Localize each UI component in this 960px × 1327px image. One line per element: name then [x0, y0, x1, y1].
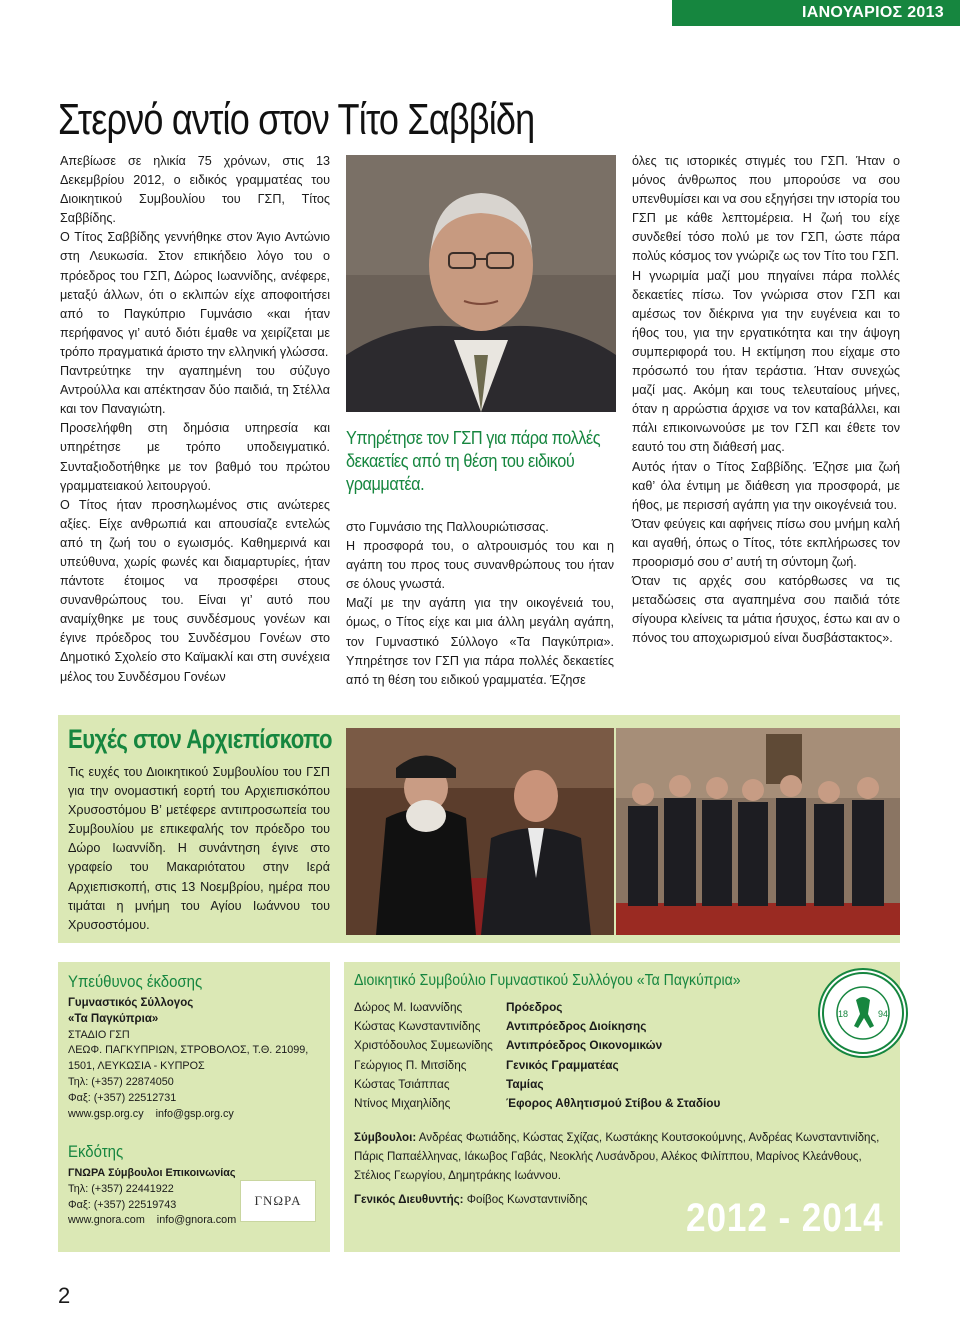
paragraph: Ο Τίτος Σαββίδης γεννήθηκε στον Άγιο Αντώνιο στη Λευκωσία. Στον επικήδειο λόγο του ο πρόεδρος του ΓΣΠ, Δώρος Ιωαννίδης, ανέφερε, μεταξύ άλλων, ότι ο εκλιπών είχε αποφοιτήσει από το Παγκύπριο Γυμνάσιο «και ήταν περήφανος γι’ αυτό διότι έμαθε να χειρίζεται με τρόπο πραγματικά άριστο την ελληνική γλώσσα. [60, 230, 330, 359]
advisors-list: Ανδρέας Φωτιάδης, Κώστας Σχίζας, Κωστάκης Κουτσοκούμνης, Ανδρέας Κωνσταντινίδης, Πάρις Παπαέλληνας, Ιάκωβος Γαβάς, Νεοκλής Λυσάνδρου, Αλέκος Φιλίππου, Μαρίνος Κλεάνθους, Στέλιος Γεωργίου, Δημητράκης Ιωάννου. [354, 1131, 880, 1183]
paragraph: Απεβίωσε σε ηλικία 75 χρόνων, στις 13 Δεκεμβρίου 2012, ο ειδικός γραμματέας του Διοικητικού Συμβουλίου του ΓΣΠ, Τίτος Σαββίδης. [60, 154, 330, 226]
paragraph: Αυτός ήταν ο Τίτος Σαββίδης. Έζησε μια ζωή καθ’ όλα έντιμη με διάθεση για προσφορά, με ήθος, με περισσή αγάπη για την οικογένειά του. [632, 459, 900, 512]
publisher-line: ΛΕΩΦ. ΠΑΓΚΥΠΡΙΩΝ, ΣΤΡΟΒΟΛΟΣ, Τ.Θ. 21099, [68, 1044, 309, 1057]
editions-line: Τηλ: (+357) 22441922 [68, 1182, 174, 1195]
board-list [354, 998, 774, 1113]
board-member-name: Χριστόδουλος Συμεωνίδης [354, 1038, 493, 1053]
publisher-line: ΣΤΑΔΙΟ ΓΣΠ [68, 1028, 130, 1041]
board-member-role: Ταμίας [506, 1076, 544, 1091]
director-name: Φοίβος Κωνσταντινίδης [466, 1193, 588, 1206]
paragraph: Όταν φεύγεις και αφήνεις πίσω σου μνήμη καλή και αγαθή, όπως ο Τίτος, τότε εκπλήρωσες τον προορισμό σου σ’ αυτή τη σύντομη ζωή. [632, 516, 900, 569]
issue-date: ΙΑΝΟΥΑΡΙΟΣ 2013 [801, 4, 944, 21]
editions-details [68, 1166, 238, 1229]
article-title: Στερνό αντίο στον Τίτο Σαββίδη [58, 95, 535, 144]
paragraph: Ο Τίτος ήταν προσηλωμένος στις ανώτερες αξίες. Είχε ανθρωπιά και απουσίαζε εντελώς από τη ζωή του ο εγωισμός. Καθημερινά και υπεύθυνα, χωρίς φωνές και διαμαρτυρίες, ήταν πάντοτε έτοιμος να προσφέρει στους συνανθρώπους του. Είναι γι’ αυτό που αναμίχθηκε με τους συνδέσμους γονέων και έγινε πρόεδρος του Συνδέσμου Γονέων στο Δημοτικό Σχολείο στο Καϊμακλί και στη συνέχεια μέλος του Συνδέσμου Γονέων [60, 497, 330, 684]
editions-org: ΓΝΩΡΑ Σύμβουλοι Επικοινωνίας [68, 1167, 236, 1179]
board-member-name: Ντίνος Μιχαηλίδης [354, 1096, 451, 1111]
advisors-label: Σύμβουλοι: [354, 1131, 417, 1144]
editions-line: www.gnora.com info@gnora.com [68, 1214, 237, 1227]
board-row [354, 1036, 774, 1055]
page-number: 2 [58, 1283, 71, 1308]
board-member-role: Γενικός Γραμματέας [506, 1057, 619, 1072]
greetings-title: Ευχές στον Αρχιεπίσκοπο [68, 724, 333, 754]
paragraph: Η προσφορά του, ο αλτρουισμός του και η αγάπη του προς τους συνανθρώπους του ήταν σε όλους γνωστά. [346, 539, 614, 592]
paragraph: Η γνωριμία μαζί μου πηγαίνει πάρα πολλές δεκαετίες πίσω. Τον γνώρισα στον ΓΣΠ και αμέσως τον διέκρινα για την ευγένεια και το ήθος του, για την εργατικότητα και την άψογη συμπεριφορά του. Η εκτίμηση που είχαμε στο πρόσωπό του ήταν τεράστια. Ήταν συνεχώς μαζί μας. Ακόμη και τους τελευταίους μήνες, όταν η αρρώστια άρχισε να τον καταβάλλει, και πάλι επικοινωνούσε με τον ΓΣΠ και έθετε τον εαυτό του στη διάθεσή μας. [632, 268, 900, 455]
publisher-org-line-2: «Τα Παγκύπρια» [68, 1012, 159, 1025]
publisher-line: Τηλ: (+357) 22874050 [68, 1075, 174, 1088]
paragraph: όλες τις ιστορικές στιγμές του ΓΣΠ. Ήταν ο μόνος άνθρωπος που μπορούσε να σου υπενθυμίσει και να σου εξηγήσει την ιστορία του ΓΣΠ με κάθε λεπτομέρεια. Η ζωή του είχε συνδεθεί τόσο πολύ με τον ΓΣΠ, ώστε πάρα πολύς κόσμος τον γνώριζε ως τον Τίτο του ΓΣΠ. [632, 154, 900, 264]
publisher-line: Φαξ: (+357) 22512731 [68, 1091, 177, 1104]
club-seal-logo [818, 968, 908, 1058]
seal-year-left: 18 [838, 1009, 849, 1019]
paragraph: Προσελήφθη στη δημόσια υπηρεσία και υπηρέτησε με τρόπο υποδειγματικό. Συνταξιοδοτήθηκε με τον βαθμό του πρώτου γραμματειακού λειτουργού. [60, 421, 330, 493]
portrait-photo [346, 155, 616, 412]
general-director [354, 1192, 684, 1208]
board-member-name: Κώστας Κωνσταντινίδης [354, 1019, 481, 1034]
director-label: Γενικός Διευθυντής: [354, 1193, 464, 1206]
board-member-role: Πρόεδρος [506, 1000, 563, 1014]
editions-line: Φαξ: (+357) 22519743 [68, 1198, 177, 1211]
issue-banner [672, 0, 960, 26]
greetings-text: Τις ευχές του Διοικητικού Συμβουλίου του ΓΣΠ για την ονομαστική εορτή του Αρχιεπισκόπου Χρυσοστόμου Β’ μετέφερε αντιπροσωπεία του Συμβουλίου με επικεφαλής τον πρόεδρο του Δώρο Ιωαννίδη. Η συνάντηση έγινε στο γραφείο του Μακαριότατου στην Ιερά Αρχιεπισκοπή, στις 13 Νοεμβρίου, ημέρα που τιμάται η μνήμη του Αγίου Ιωάννου του Χρυσοστόμου. [68, 765, 330, 932]
board-member-name: Δώρος Μ. Ιωαννίδης [354, 1000, 463, 1014]
delegation-group-photo [616, 728, 900, 935]
board-row [354, 1056, 774, 1075]
paragraph: Όταν τις αρχές σου κατόρθωσες να τις μεταδώσεις στα αγαπημένα σου παιδιά τότε σίγουρα κλείνεις τα μάτια ήσυχος, έστω και αν ο πόνος του αποχωρισμού είναι δυσβάστακτος». [632, 574, 900, 646]
board-member-role: Έφορος Αθλητισμού Στίβου & Σταδίου [506, 1096, 721, 1111]
article-column-2 [346, 518, 614, 690]
paragraph: Μαζί με την αγάπη για την οικογένειά του, όμως, ο Τίτος είχε και μια άλλη μεγάλη αγάπη, τον Γυμναστικό Σύλλογο «Τα Παγκύπρια». Υπηρέτησε τον ΓΣΠ για πάρα πολλές δεκαετίες από τη θέση του ειδικού γραμματέα. Έζησε [346, 596, 614, 687]
article-column-3 [632, 152, 900, 648]
publisher-line: 1501, ΛΕΥΚΩΣΙΑ - ΚΥΠΡΟΣ [68, 1060, 205, 1073]
board-member-name: Γεώργιος Π. Μιτσίδης [354, 1057, 467, 1072]
seal-year-right: 94 [878, 1009, 889, 1019]
pull-quote: Υπηρέτησε τον ΓΣΠ για πάρα πολλές δεκαετίες από τη θέση του ειδικού γραμματέα. [346, 427, 601, 494]
publisher-title: Υπεύθυνος έκδοσης [68, 972, 203, 991]
board-title: Διοικητικό Συμβούλιο Γυμναστικού Συλλόγου «Τα Παγκύπρια» [354, 972, 741, 989]
paragraph: στο Γυμνάσιο της Παλλουριώτισσας. [346, 520, 549, 534]
gnora-logo-text: ΓΝΩΡΑ [254, 1193, 302, 1208]
archbishop-meeting-photo [346, 728, 614, 935]
board-row [354, 1094, 774, 1113]
board-term: 2012 - 2014 [686, 1196, 884, 1240]
publisher-line: www.gsp.org.cy info@gsp.org.cy [68, 1107, 234, 1120]
editions-title: Εκδότης [68, 1142, 124, 1161]
board-row [354, 1075, 774, 1094]
board-member-name: Κώστας Τσιάππας [354, 1076, 450, 1091]
paragraph: Παντρεύτηκε την αγαπημένη του σύζυγο Αντρούλλα και απέκτησαν δύο παιδιά, τη Στέλλα και τον Παναγιώτη. [60, 364, 330, 417]
publisher-org-line-1: Γυμναστικός Σύλλογος [68, 997, 194, 1009]
advisors [354, 1128, 889, 1186]
gnora-logo [240, 1180, 316, 1222]
board-row [354, 998, 774, 1017]
board-member-role: Αντιπρόεδρος Διοίκησης [506, 1019, 647, 1034]
publisher-details [68, 996, 318, 1122]
article-column-1 [60, 152, 330, 687]
board-member-role: Αντιπρόεδρος Οικονομικών [506, 1038, 663, 1053]
board-row [354, 1017, 774, 1036]
